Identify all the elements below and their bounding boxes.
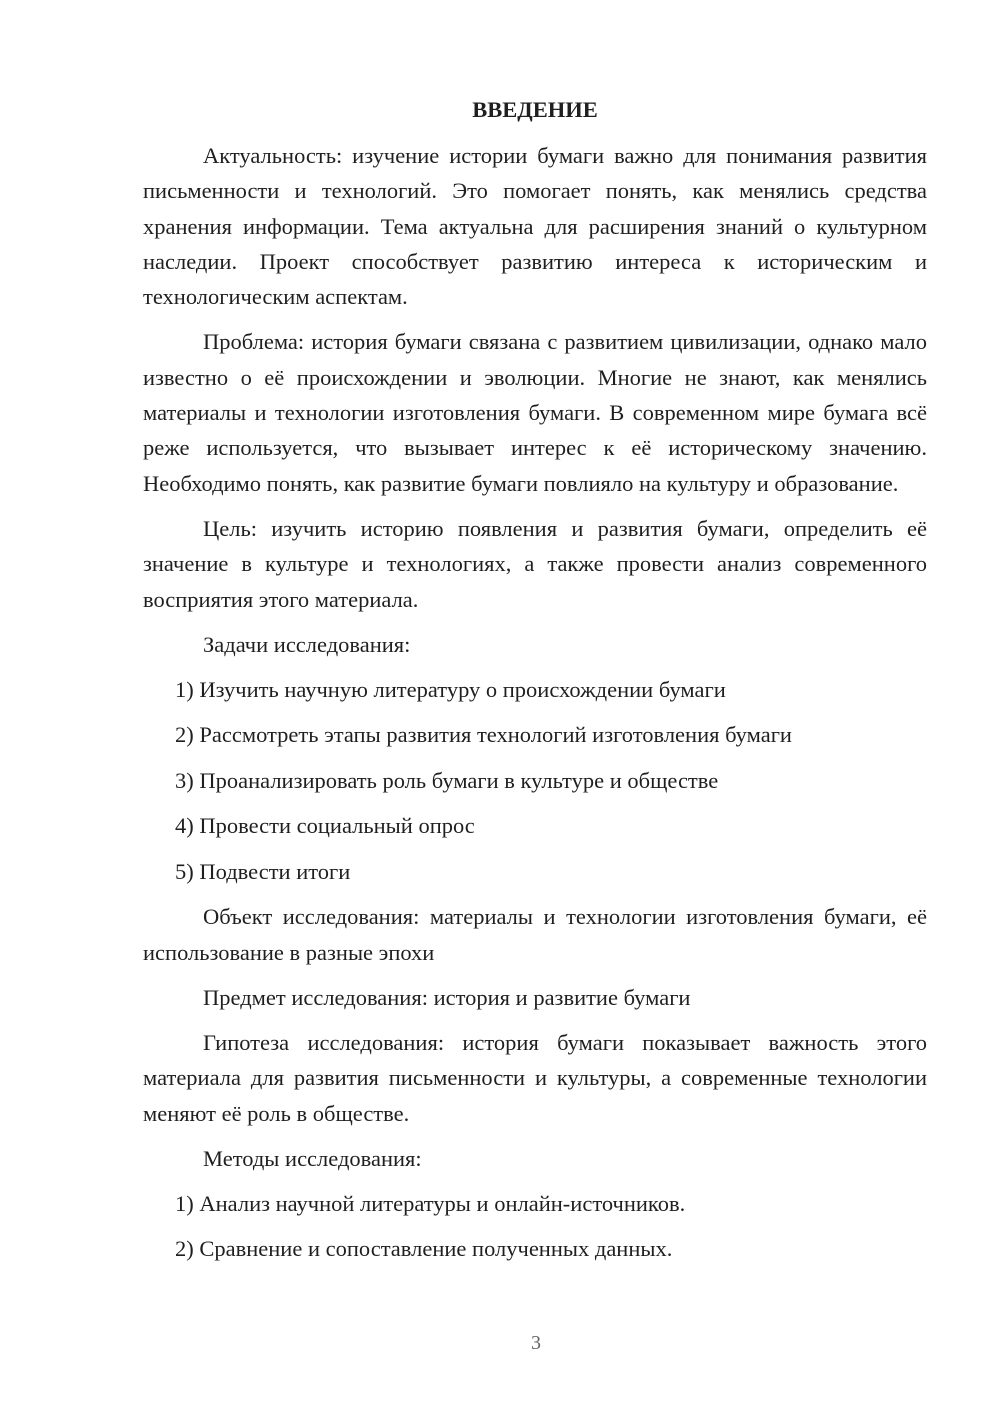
list-item: 3) Проанализировать роль бумаги в культуре и обществе bbox=[175, 767, 719, 793]
list-item: 1) Изучить научную литературу о происхождении бумаги bbox=[175, 676, 726, 702]
object-paragraph: Объект исследования: материалы и технологии изготовления бумаги, её использование в разные эпохи bbox=[143, 904, 927, 965]
hypothesis-paragraph: Гипотеза исследования: история бумаги показывает важность этого материала для развития письменности и культуры, а современные технологии меняют её роль в обществе. bbox=[143, 1029, 927, 1126]
tasks-heading: Задачи исследования: bbox=[203, 631, 411, 657]
goal-paragraph: Цель: изучить историю появления и развития бумаги, определить её значение в культуре и технологиях, а также провести анализ современного восприятия этого материала. bbox=[143, 515, 927, 612]
tasks-list bbox=[143, 672, 927, 889]
list-item: 1) Анализ научной литературы и онлайн-источников. bbox=[175, 1190, 686, 1216]
list-item: 4) Провести социальный опрос bbox=[175, 813, 475, 839]
section-title: ВВЕДЕНИЕ bbox=[472, 97, 598, 122]
relevance-paragraph: Актуальность: изучение истории бумаги важно для понимания развития письменности и технологий. Это помогает понять, как менялись средства хранения информации. Тема актуальна для расширения знаний о культурном наследии. Проект способствует развитию интереса к историческим и технологическим аспектам. bbox=[143, 143, 927, 310]
list-item: 2) Сравнение и сопоставление полученных данных. bbox=[175, 1236, 673, 1262]
methods-list bbox=[143, 1186, 927, 1267]
document-page bbox=[143, 92, 927, 1277]
list-item: 5) Подвести итоги bbox=[175, 858, 351, 884]
methods-heading: Методы исследования: bbox=[203, 1145, 422, 1171]
subject-paragraph: Предмет исследования: история и развитие бумаги bbox=[203, 984, 691, 1010]
list-item: 2) Рассмотреть этапы развития технологий изготовления бумаги bbox=[175, 722, 792, 748]
page-number: 3 bbox=[531, 1332, 541, 1354]
problem-paragraph: Проблема: история бумаги связана с развитием цивилизации, однако мало известно о её происхождении и эволюции. Многие не знают, как менялись материалы и технологии изготовления бумаги. В современном мире бумага всё реже используется, что вызывает интерес к её историческому значению. Необходимо понять, как развитие бумаги повлияло на культуру и образование. bbox=[143, 329, 927, 496]
